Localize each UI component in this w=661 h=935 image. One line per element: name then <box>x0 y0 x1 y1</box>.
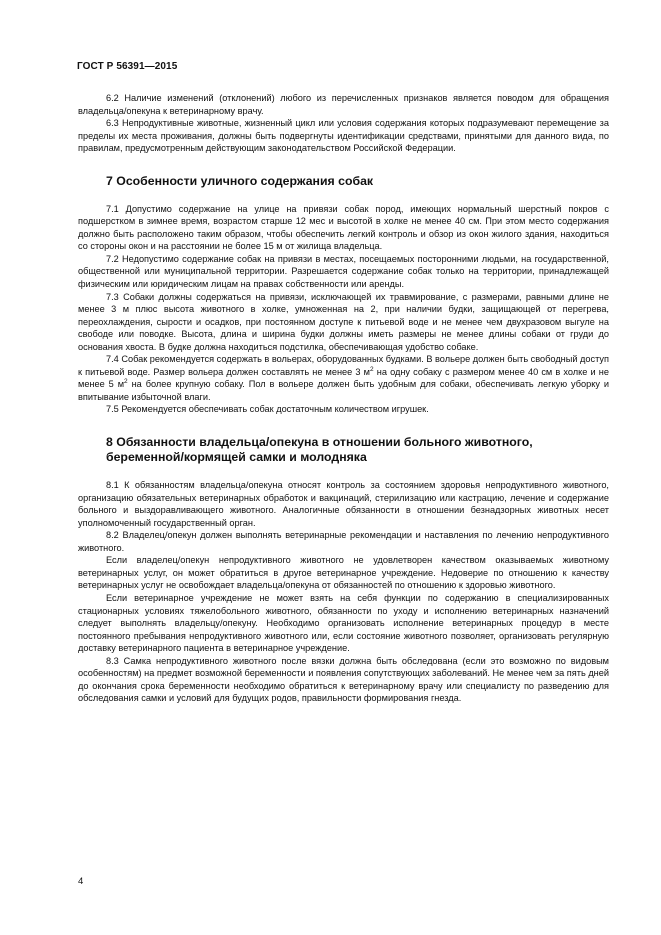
paragraph-7-5: 7.5 Рекомендуется обеспечивать собак достаточным количеством игрушек. <box>106 404 429 415</box>
paragraph-7-1: 7.1 Допустимо содержание на улице на привязи собак пород, имеющих нормальный шерстный покров с подшерстком в зимнее время, возрастом старше 12 мес и высотой в холке не менее 40 см. При этом место содержания должно быть расположено таким образом, чтобы обеспечить легкий контроль и обзор из окон жилого здания, находиться со стороны окон и на расстоянии не более 15 м от жилища владельца. <box>78 203 609 252</box>
paragraph-6-3: 6.3 Непродуктивные животные, жизненный цикл или условия содержания которых подразумевают перемещение за пределы их места проживания, должны быть подвергнуты идентификации средствами, принятыми для данного вида, по правилам, предусмотренным действующим законодательством Российской Федерации. <box>78 118 609 154</box>
paragraph-8-1: 8.1 К обязанностям владельца/опекуна относят контроль за состоянием здоровья непродуктивного животного, организацию обязательных ветеринарных обработок и вакцинаций, стерилизацию или кастрацию, лечение и содержание больного и выздоравливающего животного. Аналогичные обязанности в отношении безнадзорных животных несет уполномоченный государственный орган. <box>78 480 609 528</box>
section-8-heading-line-1: 8 Обязанности владельца/опекуна в отношении больного животного, <box>106 435 533 450</box>
square-superscript: 2 <box>124 378 128 386</box>
standard-designation: ГОСТ Р 56391—2015 <box>77 61 178 72</box>
paragraph-7-4-part-a: 7.4 Собак рекомендуется содержать в вольерах, оборудованных будками. В вольере должен быть свободный доступ к питьевой воде. Размер вольера должен составлять не менее 3 м <box>78 354 609 377</box>
section-8-heading <box>78 435 609 465</box>
paragraph-7-2: 7.2 Недопустимо содержание собак на привязи в местах, посещаемых посторонними людьми, на государственной, общественной или муниципальной территории. Разрешается содержание собак только на территории, принадлежащей физическим или юридическим лицам на правах собственности или аренды. <box>78 253 609 290</box>
page-body <box>78 92 609 705</box>
section-7-heading: 7 Особенности уличного содержания собак <box>106 173 374 188</box>
page-number: 4 <box>78 876 84 887</box>
section-8-heading-line-2: беременной/кормящей самки и молодняка <box>106 450 367 465</box>
paragraph-7-3: 7.3 Собаки должны содержаться на привязи, исключающей их травмирование, с размерами, равными длине не менее 3 м плюс высота животного в холке, умноженная на 2, при наличии будки, защищающей от перегрева, переохлаждения, сырости и осадков, при постоянном доступе к питьевой воде и не менее чем двухразовом выгуле на свободе или поводке. Высота, длина и ширина будки должны иметь размеры не менее длины собаки от груди до основания хвоста. В будке должна находиться подстилка, обеспечивающая удобство собаке. <box>78 291 609 352</box>
square-superscript: 2 <box>369 365 374 373</box>
paragraph-8-2-continued: Если владелец/опекун непродуктивного животного не удовлетворен качеством оказываемых животному ветеринарных услуг, он может обратиться в другое ветеринарное учреждение. Недоверие по отношению к качеству ветеринарных услуг не освобождает владельца/опекуна от обязанностей по отношению к здоровью животного. <box>78 555 609 591</box>
paragraph-8-2: 8.2 Владелец/опекун должен выполнять ветеринарные рекомендации и наставления по лечению непродуктивного животного. <box>78 530 609 553</box>
paragraph-7-4 <box>78 353 609 403</box>
paragraph-8-2-hospital: Если ветеринарное учреждение не может взять на себя функции по содержанию в специализированных стационарных условиях тяжелобольного животного, обязанности по уходу и исполнению ветеринарных назначений следует выполнять владельцу/опекуну. Необходимо организовать исполнение ветеринарных процедур в месте постоянного пребывания непродуктивного животного или, если состояние животного позволяет, организовать регулярную доставку ветеринарного пациента в ветеринарное учреждение. <box>78 592 609 654</box>
paragraph-8-3: 8.3 Самка непродуктивного животного после вязки должна быть обследована (если это возможно по видовым особенностям) на предмет возможной беременности и появления сопутствующих заболеваний. Не менее чем за пять дней до окончания срока беременности необходимо обратиться к ветеринарному врачу или специалисту по разведению для обследования самки и условий для будущих родов, правильности формирования гнезда. <box>78 655 609 704</box>
paragraph-6-2: 6.2 Наличие изменений (отклонений) любого из перечисленных признаков является поводом для обращения владельца/опекуна к ветеринарному врачу. <box>78 93 609 116</box>
paragraph-7-4-part-b: на одну собаку с размером менее 40 см в холке и не менее 5 м <box>78 366 609 390</box>
paragraph-7-4-part-c: на более крупную собаку. Пол в вольере должен быть удобным для собаки, обеспечивать легкую уборку и впитывание избыточной влаги. <box>78 379 609 402</box>
